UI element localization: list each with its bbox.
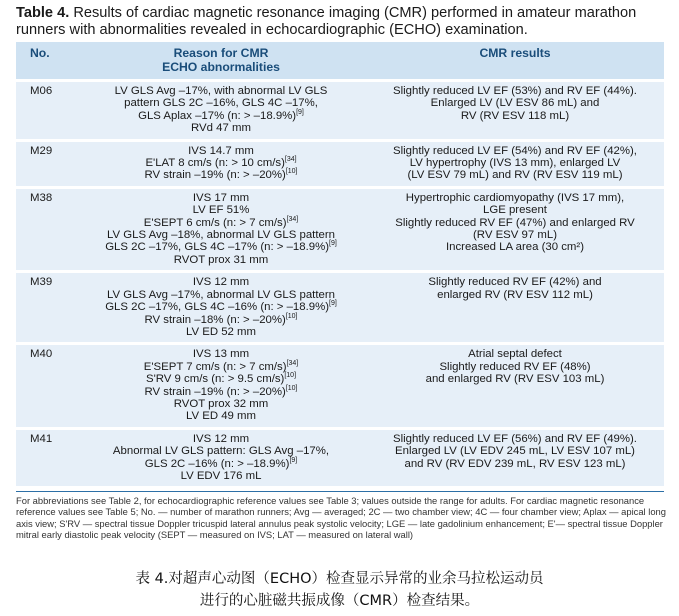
reference-superscript: [10] [285, 312, 298, 320]
table-footnote: For abbreviations see Table 2, for echocardiographic reference values see Table 3; values outside the range for adults. For cardiac magnetic resonance reference values see Table 5; No. — number of marathon runners; Avg — averaged; 2C — two chamber view; 4C — four chamber view; Aplax — apical long axis view; S'RV — spectral tissue Doppler tricuspid lateral annulus peak systolic velocity; LGE — late gadolinium enhancement; E'— spectral tissue Doppler mitral early diastolic peak velocity (SEPT — measured on IVS; LAT — measured on lateral wall) [16, 495, 666, 541]
header-reason-line1: Reason for CMR [173, 46, 269, 60]
reason-line [80, 217, 362, 229]
reason-line [80, 445, 362, 457]
reason-line [80, 470, 362, 482]
reason-line [80, 122, 362, 134]
reason-line-text: IVS 13 mm [192, 348, 250, 361]
result-line-text: Slightly reduced LV EF (56%) and RV EF (49%). [393, 432, 637, 445]
reason-line [80, 157, 362, 169]
reason-line-text: LV GLS Avg –17%, with abnormal LV GLS [114, 85, 328, 97]
result-line-text: Hypertrophic cardiomyopathy (IVS 17 mm), [405, 191, 625, 204]
row-number: M06 [16, 81, 76, 141]
reason-line-text: LV ED 52 mm [185, 325, 257, 338]
reason-line [80, 361, 362, 373]
result-cell [366, 272, 664, 344]
header-results: CMR results [366, 42, 664, 81]
result-cell [366, 187, 664, 271]
reason-line [80, 326, 362, 338]
result-line [370, 217, 660, 229]
header-reason [76, 42, 366, 81]
reason-line-text: GLS 2C –17%, GLS 4C –17% (n: > –18.9%) [105, 241, 330, 254]
result-line-text: Slightly reduced LV EF (54%) and RV EF (42%), [393, 144, 637, 157]
header-reason-line2: ECHO abnormalities [162, 60, 280, 74]
reason-line [80, 458, 362, 470]
row-number: M41 [16, 428, 76, 488]
result-line [370, 361, 660, 373]
reason-line-text: GLS Aplax –17% (n: > –18.9%) [138, 109, 297, 122]
result-line-text: (RV ESV 97 mL) [473, 229, 557, 242]
reason-line [80, 145, 362, 157]
result-line-text: Increased LA area (30 cm²) [445, 241, 585, 254]
chinese-caption-line2: 进行的心脏磁共振成像（CMR）检查结果。 [199, 593, 480, 609]
reason-line [80, 314, 362, 326]
table-row [16, 272, 664, 344]
table-row [16, 344, 664, 428]
result-cell [366, 344, 664, 428]
result-line-text: Slightly reduced RV EF (42%) and [428, 276, 602, 289]
result-line-text: Atrial septal defect [468, 348, 562, 361]
reason-line-text: IVS 14.7 mm [188, 144, 254, 157]
reference-superscript: [34] [286, 215, 299, 223]
reason-line [80, 229, 362, 241]
reason-line-text: LV EF 51% [192, 204, 250, 217]
reason-line-text: E'SEPT 7 cm/s (n: > 7 cm/s) [143, 360, 287, 373]
reason-line [80, 398, 362, 410]
reference-superscript: [9] [329, 240, 337, 248]
result-line [370, 445, 660, 457]
result-line-text: LGE present [483, 204, 547, 217]
result-line-text: RV (RV ESV 118 mL) [460, 109, 570, 122]
reason-line-text: RV strain –18% (n: > –20%) [144, 313, 286, 326]
reference-superscript: [10] [285, 384, 298, 392]
result-line [370, 169, 660, 181]
result-line-text: enlarged RV (RV ESV 112 mL) [437, 288, 593, 301]
result-cell [366, 81, 664, 141]
reference-superscript: [34] [286, 359, 299, 367]
reason-line [80, 169, 362, 181]
result-line [370, 204, 660, 216]
table-caption [16, 5, 664, 39]
result-line [370, 145, 660, 157]
reason-line-text: IVS 17 mm [192, 191, 250, 204]
result-line-text: Enlarged LV (LV EDV 245 mL, LV ESV 107 mL) [395, 445, 635, 458]
result-line [370, 373, 660, 385]
result-line [370, 97, 660, 109]
table-caption-label: Table 4. [16, 5, 70, 21]
reason-line [80, 110, 362, 122]
reference-superscript: [10] [284, 372, 297, 380]
table-row [16, 187, 664, 271]
reason-line [80, 192, 362, 204]
reason-line [80, 433, 362, 445]
result-line-text: Enlarged LV (LV ESV 86 mL) and [430, 97, 600, 110]
row-number: M40 [16, 344, 76, 428]
result-line [370, 458, 660, 470]
reason-line-text: Abnormal LV GLS pattern: GLS Avg –17%, [112, 445, 330, 458]
table-row [16, 81, 664, 141]
reason-line-text: RVd 47 mm [191, 122, 251, 135]
reason-cell [76, 272, 366, 344]
reason-line-text: pattern GLS 2C –16%, GLS 4C –17%, [124, 97, 318, 110]
table-row [16, 140, 664, 187]
reason-line-text: IVS 12 mm [192, 276, 250, 289]
result-line-text: and enlarged RV (RV ESV 103 mL) [425, 373, 605, 386]
result-line-text: Slightly reduced RV EF (47%) and enlarged RV [395, 216, 635, 229]
reference-superscript: [10] [285, 168, 298, 176]
table-row [16, 428, 664, 488]
chinese-caption-line1: 表 4.对超声心动图（ECHO）检查显示异常的业余马拉松运动员 [135, 571, 544, 587]
reason-line-text: GLS 2C –16% (n: > –18.9%) [144, 457, 290, 470]
result-line [370, 241, 660, 253]
result-line-text: Slightly reduced LV EF (53%) and RV EF (44%). [393, 85, 637, 97]
reason-line-text: LV EDV 176 mL [180, 469, 262, 482]
reason-line-text: IVS 12 mm [192, 432, 250, 445]
result-line [370, 289, 660, 301]
reason-cell [76, 81, 366, 141]
reason-cell [76, 140, 366, 187]
table-body [16, 81, 664, 488]
reason-line-text: RV strain –19% (n: > –20%) [144, 169, 286, 182]
reason-cell [76, 428, 366, 488]
result-line [370, 348, 660, 360]
result-line-text: (LV ESV 79 mL) and RV (RV ESV 119 mL) [407, 169, 623, 182]
reason-line [80, 373, 362, 385]
result-cell [366, 428, 664, 488]
reason-line-text: RVOT prox 31 mm [173, 253, 269, 266]
reason-line-text: LV ED 49 mm [185, 410, 257, 423]
result-line [370, 229, 660, 241]
result-line [370, 85, 660, 97]
reason-line [80, 386, 362, 398]
reference-superscript: [9] [296, 109, 304, 117]
reason-line-text: E'SEPT 6 cm/s (n: > 7 cm/s) [143, 216, 287, 229]
reason-line [80, 410, 362, 422]
table-bottom-rule [16, 491, 664, 492]
reason-line-text: GLS 2C –17%, GLS 4C –16% (n: > –18.9%) [105, 301, 330, 314]
row-number: M38 [16, 187, 76, 271]
reason-line [80, 241, 362, 253]
reason-cell [76, 187, 366, 271]
result-line [370, 157, 660, 169]
cmr-results-table [16, 42, 664, 489]
reason-line [80, 348, 362, 360]
reason-line-text: RVOT prox 32 mm [173, 397, 269, 410]
result-line [370, 192, 660, 204]
result-line [370, 276, 660, 288]
reference-superscript: [9] [289, 456, 298, 464]
reason-line-text: S'RV 9 cm/s (n: > 9.5 cm/s) [145, 373, 285, 386]
result-line-text: Slightly reduced RV EF (48%) [439, 360, 591, 373]
reason-line [80, 254, 362, 266]
reason-line [80, 289, 362, 301]
reason-line-text: LV GLS Avg –18%, abnormal LV GLS pattern [107, 229, 335, 242]
reason-line-text: RV strain –19% (n: > –20%) [144, 385, 286, 398]
header-no: No. [16, 42, 76, 81]
result-cell [366, 140, 664, 187]
row-number: M39 [16, 272, 76, 344]
table-header-row [16, 42, 664, 81]
reason-line-text: E'LAT 8 cm/s (n: > 10 cm/s) [145, 157, 285, 170]
reference-superscript: [9] [329, 300, 337, 308]
table-caption-text: Results of cardiac magnetic resonance imaging (CMR) performed in amateur marathon runners with abnormalities revealed in echocardiographic (ECHO) examination. [16, 5, 637, 38]
reason-line [80, 276, 362, 288]
reason-line-text: LV GLS Avg –17%, abnormal LV GLS pattern [107, 288, 335, 301]
result-line [370, 433, 660, 445]
reason-line [80, 301, 362, 313]
reason-cell [76, 344, 366, 428]
result-line [370, 110, 660, 122]
reference-superscript: [34] [284, 156, 297, 164]
result-line-text: LV hypertrophy (IVS 13 mm), enlarged LV [409, 157, 621, 170]
reason-line [80, 97, 362, 109]
reason-line [80, 204, 362, 216]
reason-line [80, 85, 362, 97]
result-line-text: and RV (RV EDV 239 mL, RV ESV 123 mL) [404, 457, 626, 470]
row-number: M29 [16, 140, 76, 187]
